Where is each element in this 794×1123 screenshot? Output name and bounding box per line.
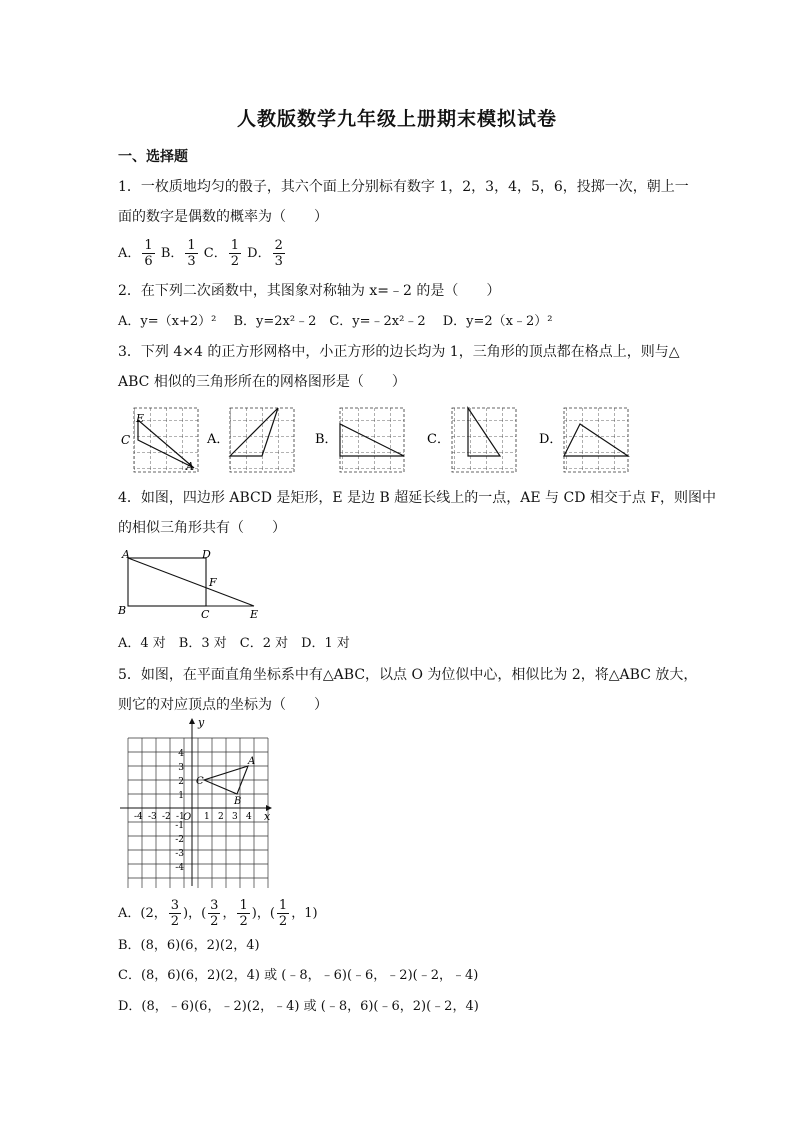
q3-label-e: E — [136, 412, 145, 425]
q5-y-tick: -4 — [175, 863, 184, 873]
q3-reference-grid — [121, 408, 198, 473]
q3-option-a-label: A． — [207, 432, 230, 447]
q5-label-b: B — [234, 796, 242, 807]
q2-options: A．y=（x+2）² B．y=2x²﹣2 C．y=﹣2x²﹣2 D．y=2（x﹣2）² — [118, 314, 553, 329]
q1-text-line1: 1．一枚质地均匀的骰子，其六个面上分别标有数字 1，2，3，4，5，6，投掷一次，朝上一 — [118, 179, 689, 195]
q5-label-c: C — [196, 776, 204, 787]
q5-y-tick: 3 — [178, 763, 184, 773]
q1-option-a: A． $\frac{1}{6}$ — [118, 238, 153, 269]
q5-label-o: O — [183, 812, 192, 823]
q5-x-tick: -2 — [162, 812, 171, 822]
q4-label-a: A — [122, 548, 130, 561]
section-heading: 一、选择题 — [118, 149, 188, 165]
q1-option-b: B． $\frac{1}{3}$ — [160, 238, 196, 269]
q5-y-tick: -1 — [175, 821, 184, 831]
q4-options: A．4 对 B．3 对 C．2 对 D．1 对 — [118, 636, 350, 651]
q5-y-tick-labels — [175, 749, 184, 873]
q1-option-d: D． $\frac{2}{3}$ — [247, 238, 283, 269]
q3-label-a: A — [186, 460, 194, 473]
q1-text-line2: 面的数字是偶数的概率为（ ） — [118, 209, 328, 225]
q5-y-tick: 4 — [178, 749, 184, 759]
q5-text-line2: 则它的对应顶点的坐标为（ ） — [118, 697, 328, 713]
q5-text-line1: 5．如图，在平面直角坐标系中有△ABC，以点 O 为位似中心，相似比为 2，将△ABC 放大， — [118, 667, 698, 683]
q5-y-tick: 1 — [178, 791, 184, 801]
q5-y-tick: 2 — [178, 777, 184, 787]
q4-line-ae — [128, 558, 254, 606]
q5-x-tick: -1 — [176, 812, 185, 822]
q4-figure — [116, 548, 266, 622]
q5-coordinate-figure — [116, 716, 276, 888]
q3-option-d-label: D． — [539, 432, 563, 447]
q5-label-y: y — [198, 716, 205, 729]
q3-option-b-label: B． — [315, 432, 338, 447]
q5-x-tick: 3 — [232, 812, 238, 822]
q4-label-e: E — [250, 608, 259, 621]
q3-option-c-label: C． — [427, 432, 450, 447]
q5-y-tick: -2 — [175, 835, 184, 845]
q3-text-line1: 3．下列 4×4 的正方形网格中，小正方形的边长均为 1，三角形的顶点都在格点上，则与△ — [118, 344, 680, 360]
page-title: 人教版数学九年级上册期末模拟试卷 — [236, 108, 557, 130]
q1-option-c: C． $\frac{1}{2}$ — [203, 238, 240, 269]
q3-figure — [118, 404, 638, 474]
q5-x-tick: 2 — [218, 812, 224, 822]
q4-label-d: D — [202, 548, 211, 561]
q5-x-tick-labels — [134, 812, 252, 822]
q4-rectangle-abcd — [128, 558, 206, 606]
q3-text-line2: ABC 相似的三角形所在的网格图形是（ ） — [118, 374, 406, 390]
q4-text-line2: 的相似三角形共有（ ） — [118, 520, 286, 536]
q4-label-c: C — [201, 608, 210, 621]
q4-text-line1: 4．如图，四边形 ABCD 是矩形，E 是边 B 超延长线上的一点，AE 与 CD 相交于点 F，则图中 — [118, 490, 717, 506]
q5-label-x: x — [264, 810, 271, 823]
q4-label-f: F — [209, 576, 217, 589]
q1-options — [118, 238, 287, 269]
q5-x-tick: -3 — [148, 812, 157, 822]
q5-x-tick: 4 — [246, 812, 252, 822]
q5-option-a: A．(2， $\frac{3}{2}$ )，( $\frac{3}{2}$ ， $\frac{1}{2}$ )，( $\frac{1}{2}$ ，1) — [118, 898, 318, 929]
q5-option-d: D．(8，﹣6)(6，﹣2)(2，﹣4) 或 (﹣8，6)(﹣6，2)(﹣2，4) — [118, 999, 479, 1014]
q3-label-c: C — [121, 433, 131, 447]
q5-x-tick: -4 — [134, 812, 143, 822]
q5-y-tick: -3 — [175, 849, 184, 859]
q5-x-tick: 1 — [204, 812, 210, 822]
q5-label-a: A — [248, 756, 256, 767]
q5-option-c: C．(8，6)(6，2)(2，4) 或 (﹣8，﹣6)(﹣6，﹣2)(﹣2，﹣4) — [118, 968, 479, 983]
q5-option-b: B．(8，6)(6，2)(2，4) — [118, 938, 260, 953]
q4-label-b: B — [118, 604, 127, 617]
q2-text: 2．在下列二次函数中，其图象对称轴为 x=﹣2 的是（ ） — [118, 283, 501, 299]
